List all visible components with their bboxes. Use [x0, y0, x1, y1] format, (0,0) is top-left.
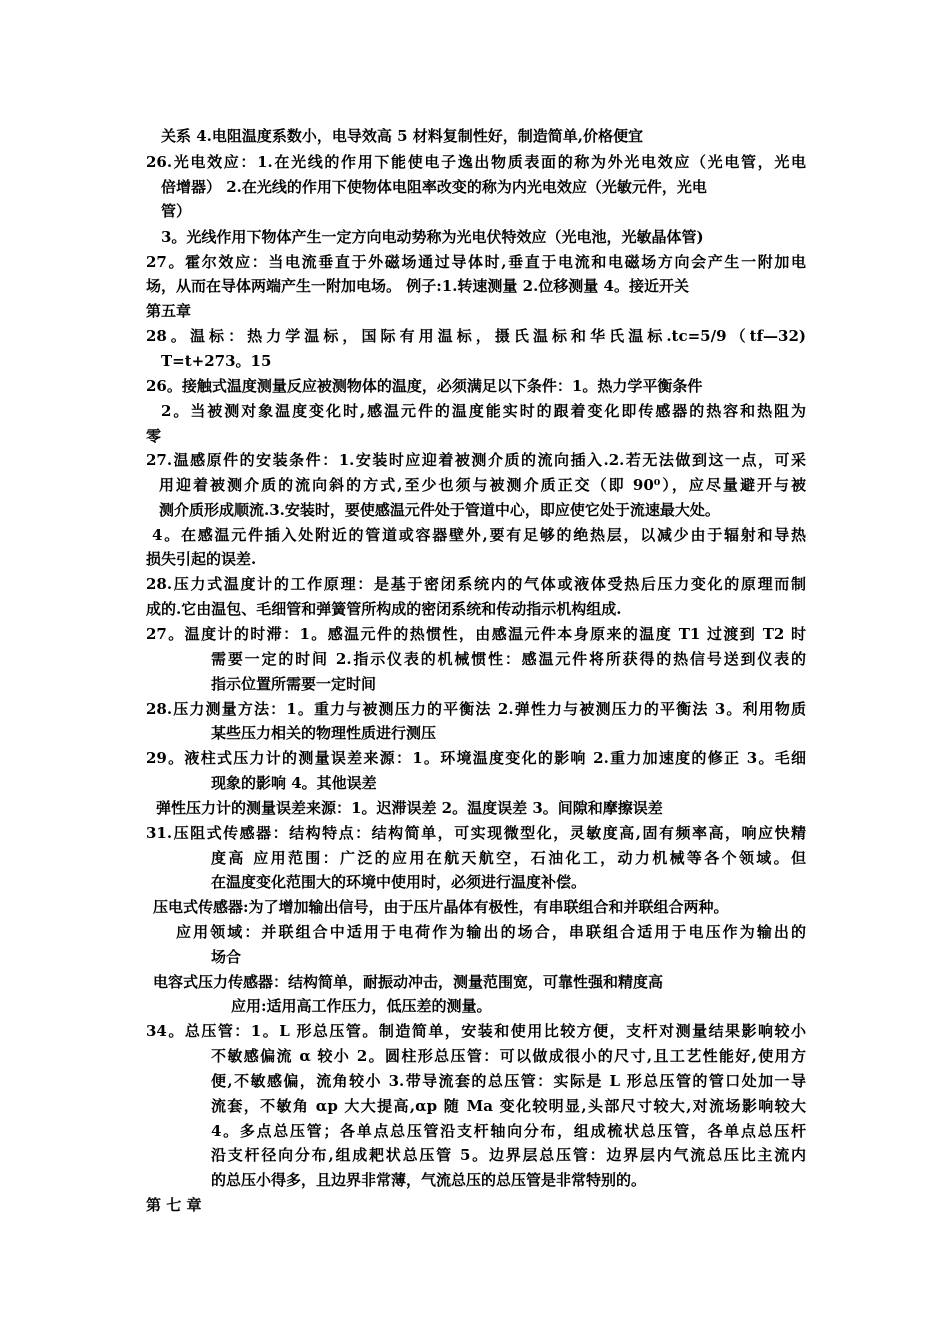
- text-line: 26.光电效应：1.在光线的作用下能使电子逸出物质表面的称为外光电效应（光电管，光电: [146, 153, 806, 171]
- text-line: 26。接触式温度测量反应被测物体的温度，必须满足以下条件：1。热力学平衡条件: [146, 377, 703, 395]
- text-line: 电容式压力传感器：结构简单，耐振动冲击，测量范围宽，可靠性强和精度高: [153, 973, 664, 991]
- text-line: 零: [146, 427, 162, 445]
- text-line: 34。总压管：1。L 形总压管。制造简单，安装和使用比较方便，支杆对测量结果影响较小: [146, 1022, 806, 1040]
- text-line: 成的.它由温包、毛细管和弹簧管所构成的密闭系统和传动指示机构组成.: [146, 600, 622, 618]
- text-line: 场合: [211, 948, 242, 966]
- text-line: 应用:适用高工作压力，低压差的测量。: [231, 997, 492, 1015]
- text-line: 28.压力式温度计的工作原理：是基于密闭系统内的气体或液体受热后压力变化的原理而制: [146, 575, 806, 593]
- text-line: T=t+273。15: [161, 352, 272, 370]
- text-line: 压电式传感器:为了增加输出信号，由于压片晶体有极性，有串联组合和并联组合两种。: [153, 898, 729, 916]
- text-line: 测介质形成顺流.3.安装时，要使感温元件处于管道中心，即应使它处于流速最大处。: [159, 501, 720, 519]
- text-line: 31.压阻式传感器：结构特点：结构简单，可实现微型化，灵敏度高,固有频率高，响应快精: [146, 824, 806, 842]
- text-line: 4。在感温元件插入处附近的管道或容器壁外,要有足够的绝热层，以减少由于辐射和导热: [152, 526, 806, 544]
- text-line: 27.温感原件的安装条件：1.安装时应迎着被测介质的流向插入.2.若无法做到这一点，可采: [146, 451, 806, 469]
- text-line: 关系 4.电阻温度系数小，电导效高 5 材料复制性好，制造简单,价格便宜: [161, 127, 643, 145]
- text-line: 沿支杆径向分布,组成耙状总压管 5。边界层总压管：边界层内气流总压比主流内: [211, 1146, 806, 1164]
- text-line: 2。当被测对象温度变化时,感温元件的温度能实时的跟着变化即传感器的热容和热阻为: [161, 402, 806, 420]
- text-line: 3。光线作用下物体产生一定方向电动势称为光电伏特效应（光电池，光敏晶体管): [161, 228, 704, 246]
- text-line: 某些压力相关的物理性质进行测压: [211, 724, 437, 742]
- text-line: 4。多点总压管；各单点总压管沿支杆轴向分布，组成梳状总压管，各单点总压杆: [211, 1122, 806, 1140]
- text-line: 场，从而在导体两端产生一附加电场。 例子:1.转速测量 2.位移测量 4。接近开关: [146, 277, 689, 295]
- text-line: 现象的影响 4。其他误差: [211, 774, 377, 792]
- text-line: 27。温度计的时滞：1。感温元件的热惯性，由感温元件本身原来的温度 T1 过渡到 T2 时: [146, 625, 806, 643]
- text-line: 损失引起的误差.: [146, 550, 257, 568]
- text-line: 29。液柱式压力计的测量误差来源：1。环境温度变化的影响 2.重力加速度的修正 3。毛细: [146, 749, 806, 767]
- text-line: 用迎着被测介质的流向斜的方式,至少也须与被测介质正交（即 90⁰），应尽量避开与被: [159, 476, 806, 494]
- text-line: 流套，不敏角 αp 大大提高,αp 随 Ma 变化较明显,头部尺寸较大,对流场影响较大: [211, 1097, 806, 1115]
- text-line: 28.压力测量方法：1。重力与被测压力的平衡法 2.弹性力与被测压力的平衡法 3。利用物质: [146, 700, 806, 718]
- text-line: 管）: [161, 202, 192, 220]
- text-line: 需要一定的时间 2.指示仪表的机械惯性：感温元件将所获得的热信号送到仪表的: [211, 650, 806, 668]
- text-line: 28。温标：热力学温标，国际有用温标，摄氏温标和华氏温标.tc=5/9（tf—32): [146, 327, 806, 345]
- text-line: 不敏感偏流 α 较小 2。圆柱形总压管：可以做成很小的尺寸,且工艺性能好,使用方: [211, 1047, 806, 1065]
- chapter-heading: 第五章: [146, 302, 192, 320]
- text-line: 便,不敏感偏，流角较小 3.带导流套的总压管：实际是 L 形总压管的管口处加一导: [211, 1072, 806, 1090]
- text-line: 27。霍尔效应：当电流垂直于外磁场通过导体时,垂直于电流和电磁场方向会产生一附加电: [146, 253, 806, 271]
- text-line: 度高 应用范围：广泛的应用在航天航空，石油化工，动力机械等各个领域。但: [211, 849, 806, 867]
- text-line: 倍增器） 2.在光线的作用下使物体电阻率改变的称为内光电效应（光敏元件，光电: [161, 178, 707, 196]
- text-line: 弹性压力计的测量误差来源：1。迟滞误差 2。温度误差 3。间隙和摩擦误差: [156, 799, 663, 817]
- text-line: 应用领域：并联组合中适用于电荷作为输出的场合，串联组合适用于电压作为输出的: [176, 923, 806, 941]
- text-line: 在温度变化范围大的环境中使用时，必须进行温度补偿。: [211, 873, 587, 891]
- chapter-heading: 第 七 章: [146, 1196, 202, 1214]
- text-line: 指示位置所需要一定时间: [211, 675, 377, 693]
- text-line: 的总压小得多，且边界非常薄，气流总压的总压管是非常特别的。: [211, 1171, 647, 1189]
